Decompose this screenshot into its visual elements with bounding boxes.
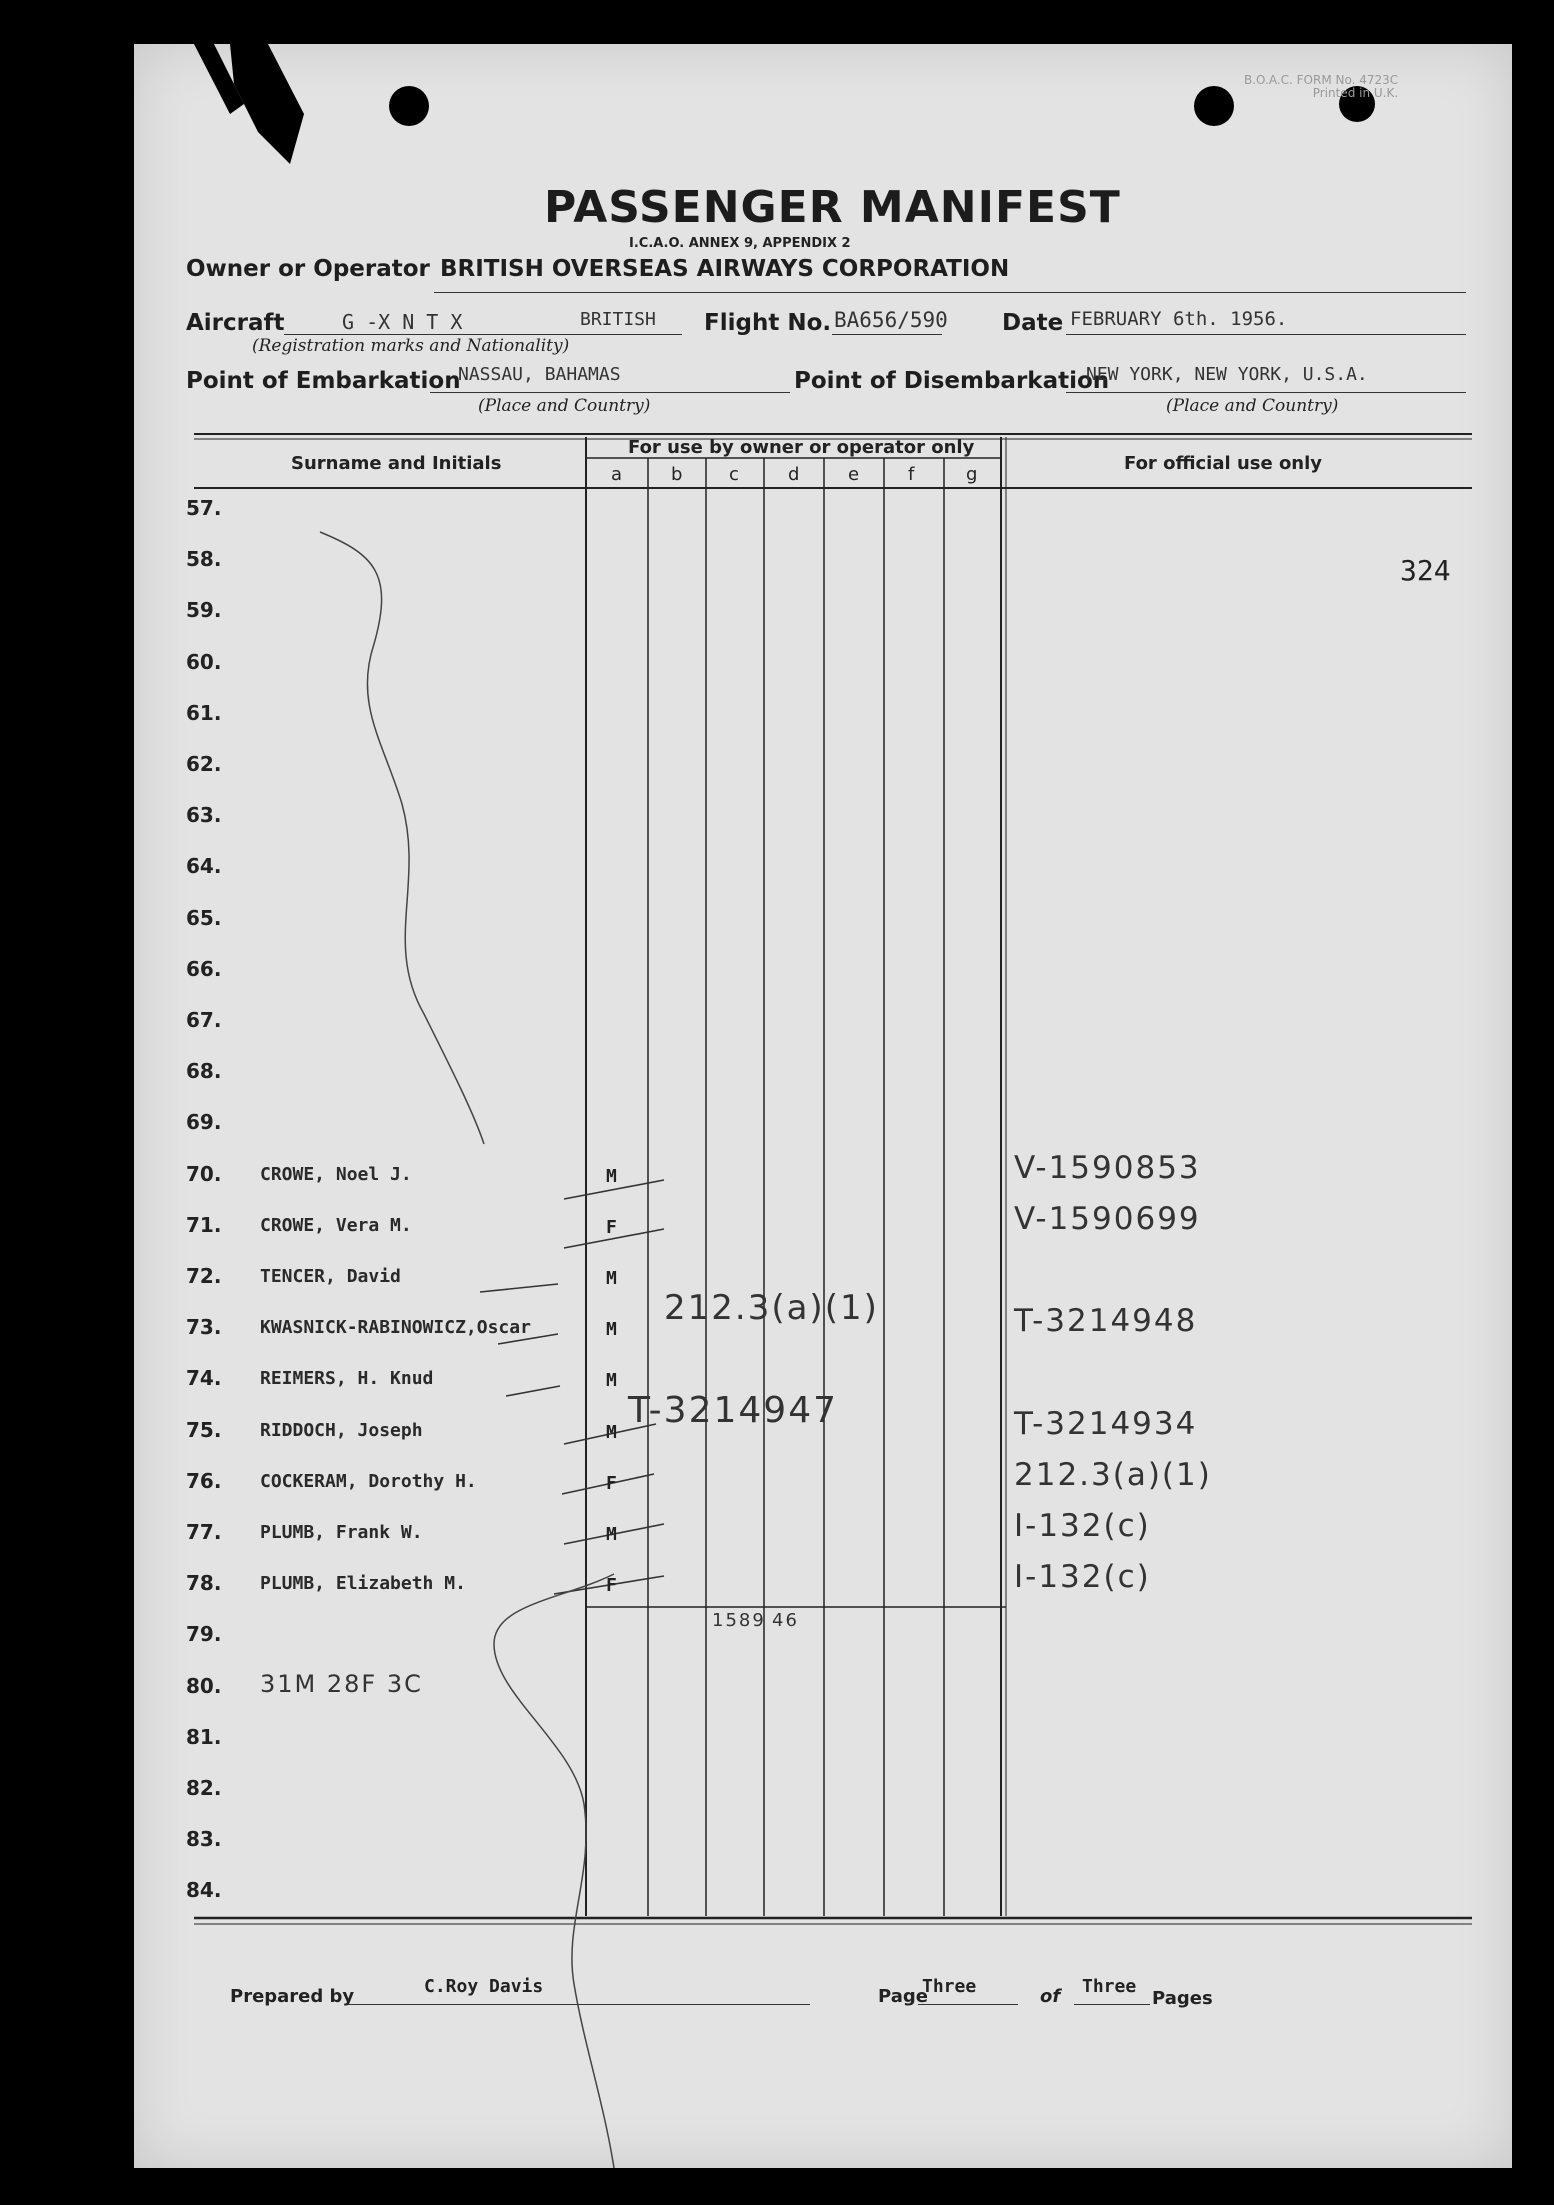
official-use-entry: I-132(c) [1014,1559,1151,1596]
row-number: 68. [186,1059,222,1084]
handwritten-row72-code: 212.3(a)(1) [664,1288,879,1328]
official-use-entry: V-1590853 [1014,1149,1201,1186]
row-number: 58. [186,547,222,572]
owner-value: BRITISH OVERSEAS AIRWAYS CORPORATION [440,256,1010,282]
subcol-header-e: e [848,464,860,485]
row-number: 60. [186,649,222,674]
row-number: 75. [186,1417,222,1442]
embark-hint: (Place and Country) [478,396,651,416]
row-number: 82. [186,1776,222,1800]
embark-value: NASSAU, BAHAMAS [458,364,621,385]
official-use-entry: I-132(c) [1014,1508,1151,1544]
col-official-header: For official use only [1124,453,1323,474]
passenger-sex: F [606,1216,617,1238]
embark-label: Point of Embarkation [186,368,461,394]
row-number: 59. [186,598,222,623]
row-number: 78. [186,1571,222,1596]
passenger-name: RIDDOCH, Joseph [260,1419,423,1441]
total-d: 46 [772,1610,799,1631]
passenger-sex: M [606,1165,617,1187]
passenger-name: PLUMB, Elizabeth M. [260,1573,466,1595]
of-label: of [1040,1986,1061,2007]
official-use-entry: 212.3(a)(1) [1014,1456,1212,1493]
passenger-sex: M [606,1524,617,1545]
row-number: 66. [186,956,222,981]
passenger-name: CROWE, Noel J. [260,1163,412,1185]
subcol-header-f: f [908,464,915,485]
subcol-header-c: c [729,464,739,485]
passenger-sex: M [606,1370,617,1392]
total-c: 1589 [712,1610,766,1631]
passenger-sex: F [606,1472,617,1494]
of-value: Three [1082,1976,1137,1997]
row-number: 63. [186,803,222,828]
aircraft-label: Aircraft [186,310,285,336]
row-number: 84. [186,1878,222,1903]
passenger-sex: M [606,1268,617,1289]
nationality-value: BRITISH [580,309,656,330]
col-owner-header: For use by owner or operator only [628,437,975,458]
row-number: 72. [186,1264,222,1288]
row-number: 61. [186,700,222,725]
registration-hint: (Registration marks and Nationality) [252,336,570,356]
page-line [918,2004,1018,2005]
date-value: FEBRUARY 6th. 1956. [1070,308,1288,330]
row-number: 69. [186,1110,222,1135]
passenger-sex: M [606,1319,617,1341]
official-use-entry: T-3214948 [1014,1303,1198,1340]
row-number: 81. [186,1724,222,1749]
official-use-entry: V-1590699 [1014,1200,1201,1237]
page-value: Three [922,1976,977,1997]
flight-label: Flight No. [704,310,832,336]
disembark-label: Point of Disembarkation [794,368,1110,394]
subtitle: I.C.A.O. ANNEX 9, APPENDIX 2 [629,236,851,251]
manifest-sheet [134,44,1512,2168]
row-number: 57. [186,496,222,520]
passenger-name: REIMERS, H. Knud [260,1368,434,1390]
row-number: 79. [186,1622,222,1647]
prepared-value: C.Roy Davis [424,1976,544,1997]
of-line [1074,2004,1150,2005]
row-number: 83. [186,1827,222,1852]
owner-label: Owner or Operator [186,256,430,282]
date-label: Date [1002,310,1064,336]
passenger-name: PLUMB, Frank W. [260,1522,423,1543]
subcol-header-g: g [966,464,978,485]
official-use-entry: T-3214934 [1014,1405,1198,1442]
row-number: 77. [186,1520,222,1544]
page-stamp-number: 324 [1400,554,1451,587]
subcol-header-b: b [671,464,683,485]
passenger-name: COCKERAM, Dorothy H. [260,1470,477,1492]
page-title: PASSENGER MANIFEST [544,182,1121,233]
disembark-hint: (Place and Country) [1166,396,1339,416]
form-number: B.O.A.C. FORM No. 4723C Printed in U.K. [1244,73,1399,100]
row-number: 62. [186,752,222,776]
passenger-name: KWASNICK-RABINOWICZ,Oscar [260,1317,531,1339]
prepared-label: Prepared by [230,1986,355,2007]
pages-label: Pages [1152,1988,1213,2009]
row-number: 80. [186,1673,222,1698]
subcol-header-d: d [788,464,800,485]
flight-value: BA656/590 [834,308,948,332]
row-number: 74. [186,1366,222,1391]
passenger-sex: F [606,1575,617,1597]
table-grid [134,44,1512,2168]
row-number: 70. [186,1161,222,1186]
disembark-value: NEW YORK, NEW YORK, U.S.A. [1086,364,1368,385]
row-number: 64. [186,854,222,879]
subcol-header-a: a [611,464,623,485]
prepared-line [348,2004,810,2005]
handwritten-row74-number: T-3214947 [628,1390,839,1431]
page-label: Page [878,1986,928,2007]
passenger-name: TENCER, David [260,1266,401,1287]
row-number: 73. [186,1315,222,1340]
col-surname-header: Surname and Initials [291,453,502,474]
passenger-name: CROWE, Vera M. [260,1214,412,1236]
row-number: 76. [186,1468,222,1493]
row-number: 65. [186,905,222,930]
passenger-totals: 31M 28F 3C [260,1669,423,1698]
passenger-sex: M [606,1421,617,1443]
row-number: 67. [186,1008,222,1032]
aircraft-value: G -X N T X [342,310,463,334]
row-number: 71. [186,1212,222,1237]
